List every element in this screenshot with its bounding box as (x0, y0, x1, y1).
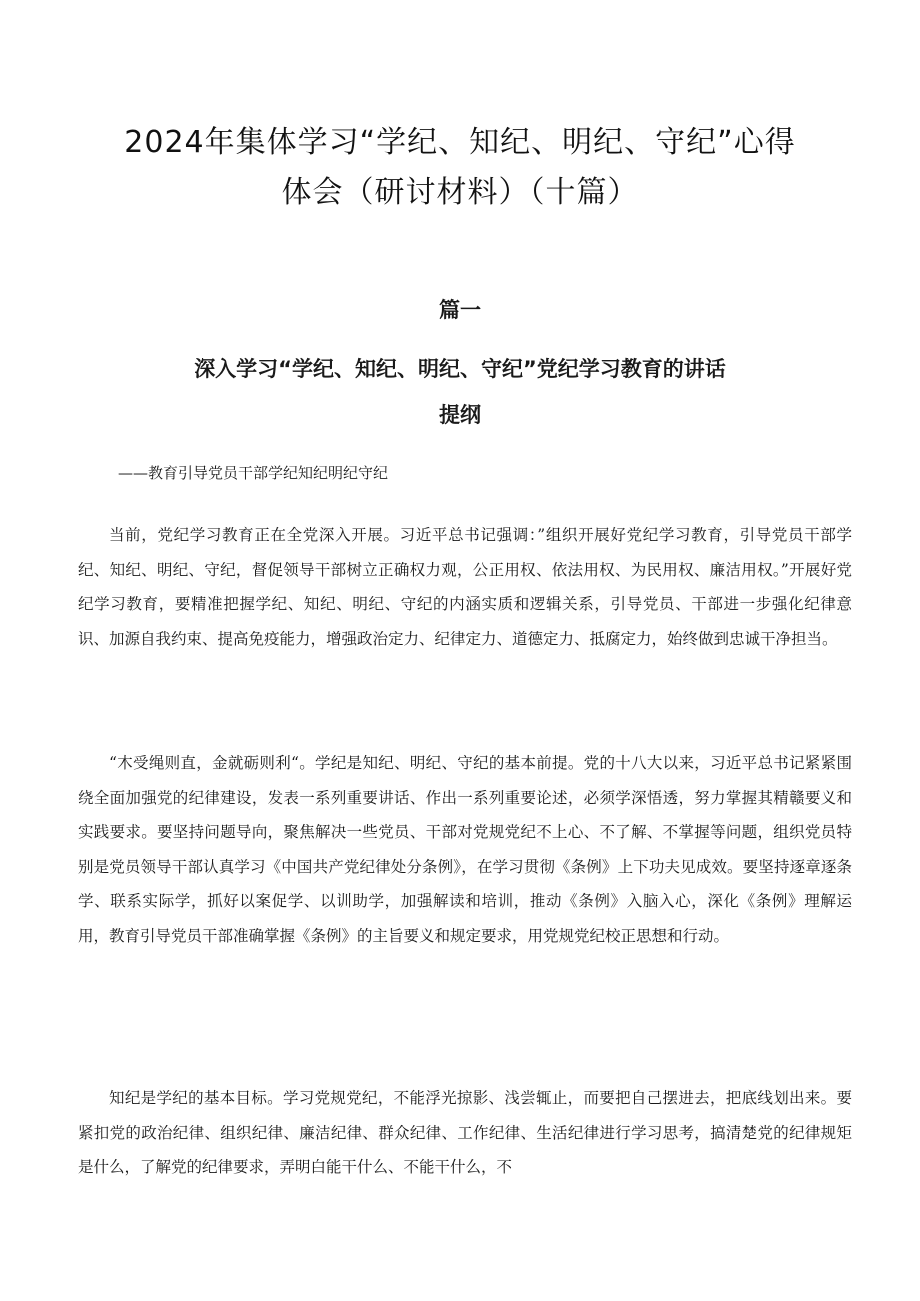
body-paragraph: “木受绳则直，金就砺则利“。学纪是知纪、明纪、守纪的基本前提。党的十八大以来，习近平总书记紧紧围绕全面加强党的纪律建设，发表一系列重要讲话、作出一系列重要论述，必须学深悟透，努力掌握其精赣要义和实践要求。要坚持问题导向，聚焦解决一些党员、干部对党规党纪不上心、不了解、不掌握等问题，组织党员特别是党员领导干部认真学习《中国共产党纪律处分条例》，在学习贯彻《条例》上下功夫见成效。要坚持逐章逐条学、联系实际学，抓好以案促学、以训助学，加强解读和培训，推动《条例》入脑入心，深化《条例》理解运用，教育引导党员干部准确掌握《条例》的主旨要义和规定要求，用党规党纪校正思想和行动。 (78, 754, 852, 945)
section-subtitle: ——教育引导党员干部学纪知纪明纪守纪 (118, 464, 389, 482)
section-label: 篇一 (439, 298, 481, 322)
document-title-line-2: 体会（研讨材料）（十篇） (281, 175, 639, 210)
section-title (110, 346, 810, 438)
body-paragraph: 知纪是学纪的基本目标。学习党规党纪，不能浮光掠影、浅尝辄止，而要把自己摆进去，把底线划出来。要紧扣党的政治纪律、组织纪律、廉洁纪律、群众纪律、工作纪律、生活纪律进行学习思考，搞清楚党的纪律规矩是什么，了解党的纪律要求，弄明白能干什么、不能干什么，不 (78, 1089, 852, 1176)
document-title-line-1: 2024年集体学习“学纪、知纪、明纪、守纪”心得 (124, 125, 796, 160)
body-paragraph: 当前，党纪学习教育正在全党深入开展。习近平总书记强调：”组织开展好党纪学习教育，引导党员干部学纪、知纪、明纪、守纪，督促领导干部树立正确权力观，公正用权、依法用权、为民用权、廉洁用权。”开展好党纪学习教育，要精准把握学纪、知纪、明纪、守纪的内涵实质和逻辑关系，引导党员、干部进一步强化纪律意识、加源自我约束、提高免疫能力，增强政治定力、纪律定力、道德定力、抵腐定力，始终做到忠诚干净担当。 (78, 526, 852, 648)
document-title (60, 118, 860, 218)
section-title-line-2: 提纲 (439, 403, 481, 427)
section-title-line-1: 深入学习“学纪、知纪、明纪、守纪”党纪学习教育的讲话 (194, 357, 726, 381)
